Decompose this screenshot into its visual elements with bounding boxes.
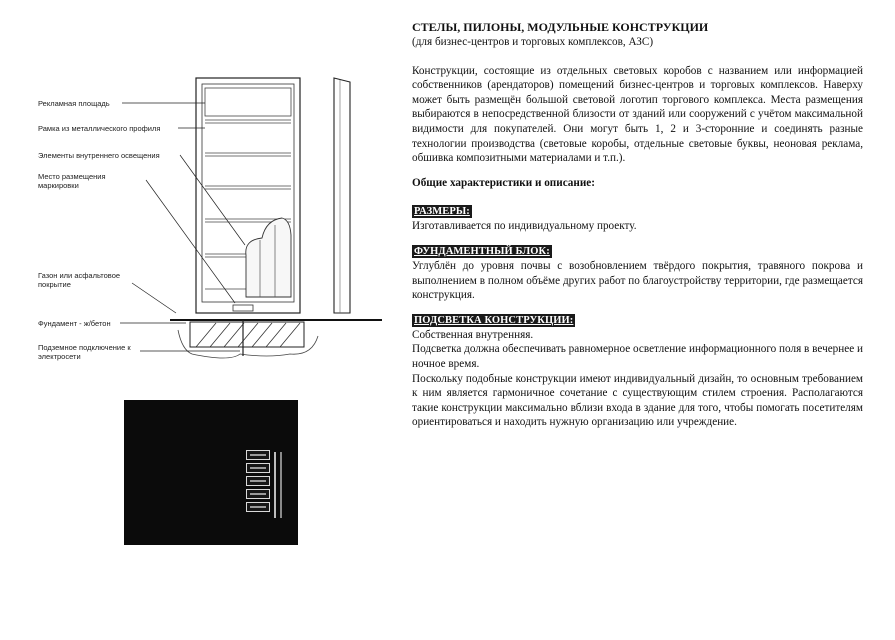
page-subtitle: (для бизнес-центров и торговых комплексов, АЗС) (412, 36, 654, 48)
label-lighting: Элементы внутреннего освещения (38, 151, 160, 160)
section-lighting (412, 313, 863, 430)
section-text: Подсветка должна обеспечивать равномерное осветление информационного поля в вечернее и ночное время. (412, 343, 863, 370)
night-photo (124, 400, 298, 545)
section-text: Поскольку подобные конструкции имеют индивидуальный дизайн, то основным требованием к ним является гармоничное сочетание с существующим стилем строения. Располагаются такие конструкции максимально вблизи входа в здание для того, чтобы помогать посетителям ориентироваться и находить нужную организацию или учреждение. (412, 372, 863, 429)
section-sizes (412, 204, 863, 234)
section-heading: ПОДСВЕТКА КОНСТРУКЦИИ: (414, 314, 574, 326)
pylon-drawing (0, 0, 400, 400)
label-marking: Место размещения маркировки (38, 172, 106, 190)
section-heading: ФУНДАМЕНТНЫЙ БЛОК: (414, 245, 550, 257)
section-heading: РАЗМЕРЫ: (414, 206, 470, 218)
intro-paragraph: Конструкции, состоящие из отдельных световых коробов с названием или информацией собственников (арендаторов) помещений бизнес-центров и торговых комплексов. Наверху может быть размещён большой световой логотип торгового комплекса. Места размещения выбираются в непосредственной близости от зданий или сооружений с учётом максимальной видимости для покупателей. Они могут быть 1, 2 и 3-сторонние и соединять разные технологии производства (световые коробы, отдельные световые буквы, неоновая реклама, обшивка композитными материалами и т.п.). (412, 64, 863, 165)
label-underground: Подземное подключение к электросети (38, 343, 131, 361)
label-ad-area: Рекламная площадь (38, 99, 110, 108)
section-text: Собственная внутренняя. (412, 328, 534, 341)
article (412, 20, 863, 440)
page-title: СТЕЛЫ, ПИЛОНЫ, МОДУЛЬНЫЕ КОНСТРУКЦИИ (412, 20, 709, 34)
label-foundation: Фундамент - ж/бетон (38, 319, 111, 328)
general-heading: Общие характеристики и описание: (412, 176, 595, 189)
section-foundation (412, 244, 863, 303)
label-lawn: Газон или асфальтовое покрытие (38, 271, 121, 289)
label-frame: Рамка из металлического профиля (38, 124, 161, 133)
section-text: Изготавливается по индивидуальному проекту. (412, 220, 637, 233)
section-text: Углублён до уровня почвы с возобновлением твёрдого покрытия, травяного покрова и выполнением в полном объёме других работ по благоустройству территории, где размещается конструкция. (412, 259, 863, 302)
